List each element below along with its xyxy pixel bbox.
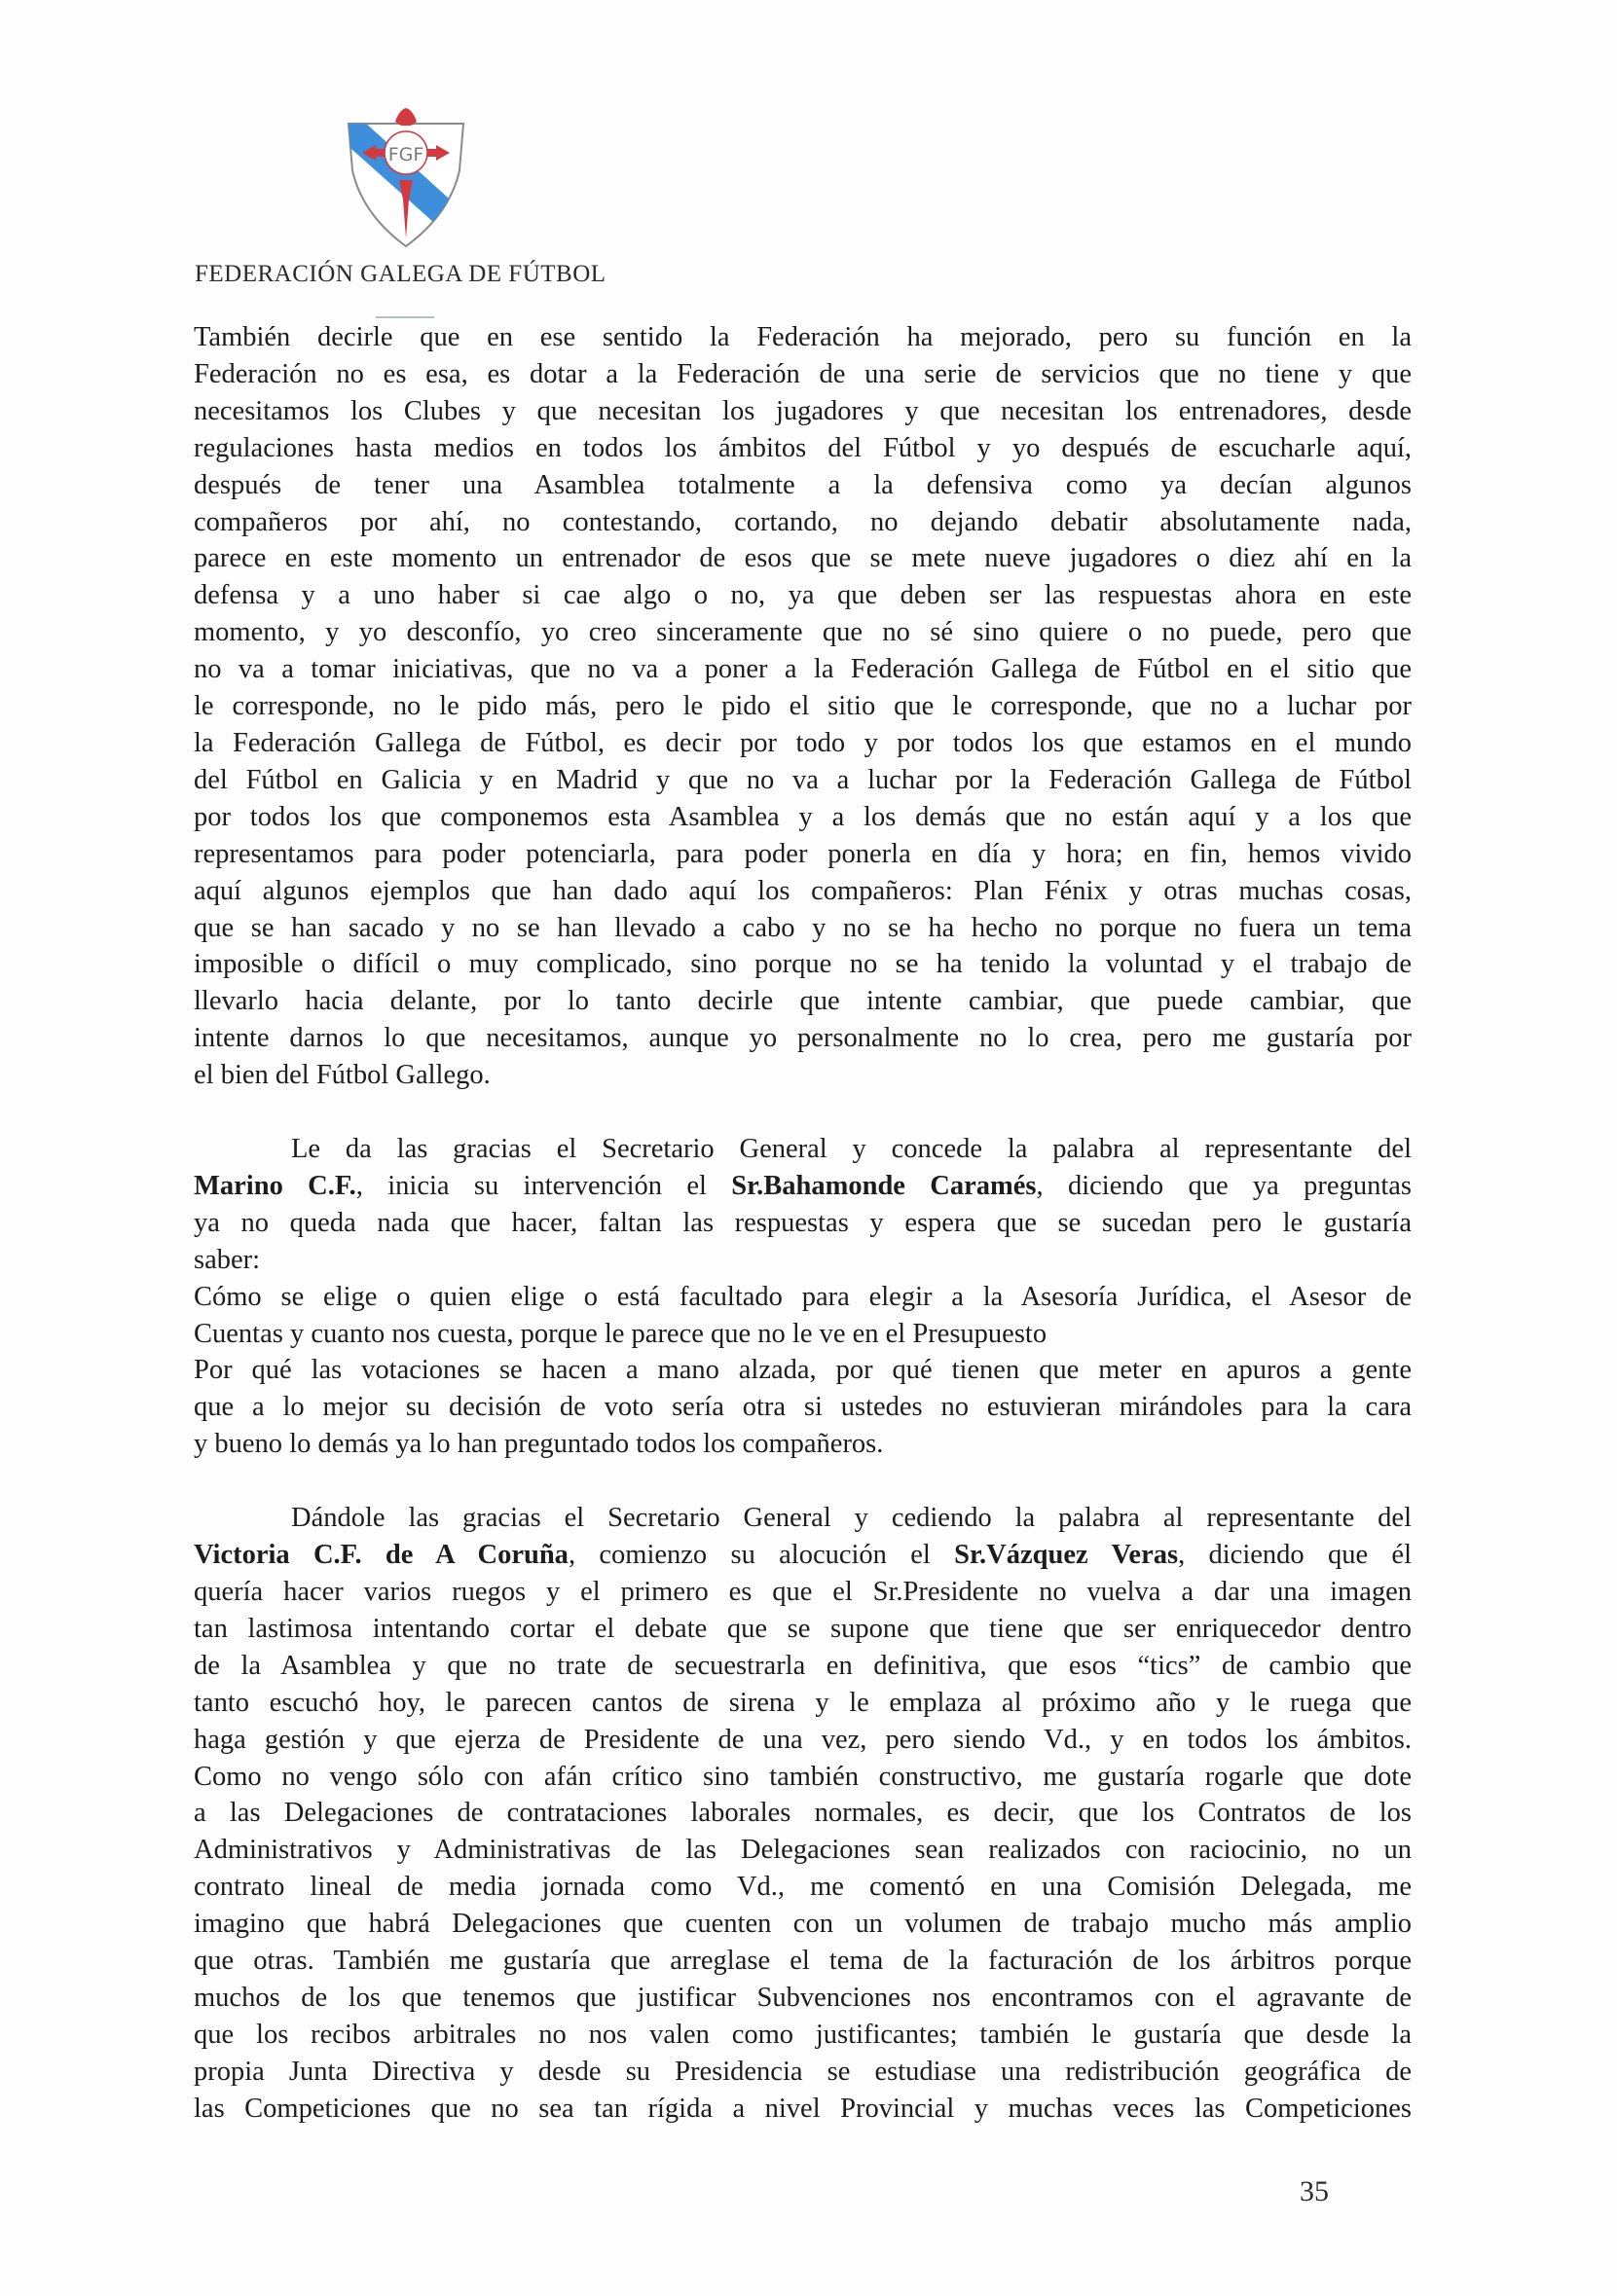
fgf-shield-logo-icon bbox=[343, 102, 469, 248]
text-line: defensa y a uno haber si cae algo o no, ya que deben ser las respuestas ahora en este bbox=[194, 580, 1412, 611]
club-name: Victoria C.F. de A Coruña bbox=[194, 1540, 569, 1571]
text-line: la Federación Gallega de Fútbol, es decir por todo y por todos los que estamos en el mundo bbox=[194, 727, 1412, 758]
speaker-name: Sr.Vázquez Veras bbox=[954, 1540, 1179, 1571]
text-line: Dándole las gracias el Secretario General y cediendo la palabra al representante del bbox=[291, 1503, 1412, 1534]
text-line: que los recibos arbitrales no nos valen como justificantes; también le gustaría que desde la bbox=[194, 2019, 1412, 2050]
text-line: compañeros por ahí, no contestando, cortando, no dejando debatir absolutamente nada, bbox=[194, 506, 1412, 537]
text-line: momento, y yo desconfío, yo creo sinceramente que no sé sino quiere o no puede, pero que bbox=[194, 617, 1412, 648]
text-line: Administrativos y Administrativas de las Delegaciones sean realizados con raciocinio, no un bbox=[194, 1835, 1412, 1866]
speaker-name: Sr.Bahamonde Caramés bbox=[731, 1170, 1037, 1201]
text-line: el bien del Fútbol Gallego. bbox=[194, 1060, 491, 1091]
text-line: Marino C.F., inicia su intervención el Sr.Bahamonde Caramés, diciendo que ya preguntas bbox=[194, 1170, 1412, 1201]
text-line: tanto escuchó hoy, le parecen cantos de sirena y le emplaza al próximo año y le ruega que bbox=[194, 1687, 1412, 1718]
text-line: contrato lineal de media jornada como Vd., me comentó en una Comisión Delegada, me bbox=[194, 1872, 1412, 1903]
document-body bbox=[194, 319, 1412, 2128]
text-line: Por qué las votaciones se hacen a mano alzada, por qué tienen que meter en apuros a gente bbox=[194, 1355, 1412, 1386]
text-line: aquí algunos ejemplos que han dado aquí los compañeros: Plan Fénix y otras muchas cosas, bbox=[194, 875, 1412, 906]
text-line: y bueno lo demás ya lo han preguntado todos los compañeros. bbox=[194, 1429, 884, 1460]
text-line: necesitamos los Clubes y que necesitan los jugadores y que necesitan los entrenadores, desde bbox=[194, 395, 1412, 426]
text-line: representamos para poder potenciarla, para poder ponerla en día y hora; en fin, hemos vivido bbox=[194, 838, 1412, 869]
text-line: intente darnos lo que necesitamos, aunque yo personalmente no lo crea, pero me gustaría por bbox=[194, 1023, 1412, 1054]
text-line: del Fútbol en Galicia y en Madrid y que no va a luchar por la Federación Gallega de Fútbol bbox=[194, 764, 1412, 795]
text-line: quería hacer varios ruegos y el primero es que el Sr.Presidente no vuelva a dar una imagen bbox=[194, 1577, 1412, 1607]
text-line: Federación no es esa, es dotar a la Federación de una serie de servicios que no tiene y que bbox=[194, 358, 1412, 389]
text-line: por todos los que componemos esta Asamblea y a los demás que no están aquí y a los que bbox=[194, 801, 1412, 832]
text-line: imposible o difícil o muy complicado, sino porque no se ha tenido la voluntad y el trabajo de bbox=[194, 949, 1412, 980]
text-line: Cuentas y cuanto nos cuesta, porque le parece que no le ve en el Presupuesto bbox=[194, 1318, 1047, 1349]
paragraph-2 bbox=[194, 1131, 1412, 1463]
text-line: Como no vengo sólo con afán crítico sino también constructivo, me gustaría rogarle que dote bbox=[194, 1761, 1412, 1792]
paragraph-1 bbox=[194, 319, 1412, 1094]
text-line: haga gestión y que ejerza de Presidente de una vez, pero siendo Vd., y en todos los ámbitos. bbox=[194, 1724, 1412, 1755]
text-line: de la Asamblea y que no trate de secuestrarla en definitiva, que esos “tics” de cambio que bbox=[194, 1650, 1412, 1681]
text-line: que a lo mejor su decisión de voto sería otra si ustedes no estuvieran mirándoles para la cara bbox=[194, 1392, 1412, 1423]
club-name: Marino C.F. bbox=[194, 1170, 356, 1201]
text-line: Le da las gracias el Secretario General y concede la palabra al representante del bbox=[291, 1134, 1412, 1165]
text-line: saber: bbox=[194, 1244, 261, 1275]
text-line: tan lastimosa intentando cortar el debate que se supone que tiene que ser enriquecedor dentro bbox=[194, 1613, 1412, 1644]
text-line: También decirle que en ese sentido la Federación ha mejorado, pero su función en la bbox=[194, 322, 1412, 352]
text-line: después de tener una Asamblea totalmente a la defensiva como ya decían algunos bbox=[194, 469, 1412, 500]
text-line: le corresponde, no le pido más, pero le pido el sitio que le corresponde, que no a luchar por bbox=[194, 691, 1412, 722]
text-line: Victoria C.F. de A Coruña, comienzo su alocución el Sr.Vázquez Veras, diciendo que él bbox=[194, 1540, 1412, 1571]
page-number: 35 bbox=[1300, 2175, 1329, 2207]
text-line: parece en este momento un entrenador de esos que se mete nueve jugadores o diez ahí en la bbox=[194, 543, 1412, 574]
text-line: propia Junta Directiva y desde su Presidencia se estudiase una redistribución geográfica de bbox=[194, 2056, 1412, 2087]
text-line: regulaciones hasta medios en todos los ámbitos del Fútbol y yo después de escucharle aquí, bbox=[194, 432, 1412, 463]
header-divider bbox=[376, 316, 434, 318]
organization-name: FEDERACIÓN GALEGA DE FÚTBOL bbox=[195, 261, 606, 287]
logo-initials: FGF bbox=[387, 144, 424, 165]
text-line: que se han sacado y no se han llevado a cabo y no se ha hecho no porque no fuera un tema bbox=[194, 912, 1412, 943]
text-line: ya no queda nada que hacer, faltan las respuestas y espera que se sucedan pero le gustaría bbox=[194, 1207, 1412, 1238]
text-line: muchos de los que tenemos que justificar Subvenciones nos encontramos con el agravante de bbox=[194, 1982, 1412, 2013]
text-line: a las Delegaciones de contrataciones laborales normales, es decir, que los Contratos de los bbox=[194, 1798, 1412, 1829]
paragraph-3 bbox=[194, 1500, 1412, 2127]
text-line: Cómo se elige o quien elige o está facultado para elegir a la Asesoría Jurídica, el Asesor de bbox=[194, 1281, 1412, 1312]
text-line: imagino que habrá Delegaciones que cuenten con un volumen de trabajo mucho más amplio bbox=[194, 1909, 1412, 1940]
text-line: que otras. También me gustaría que arreglase el tema de la facturación de los árbitros porque bbox=[194, 1946, 1412, 1977]
text-line: llevarlo hacia delante, por lo tanto decirle que intente cambiar, que puede cambiar, que bbox=[194, 986, 1412, 1017]
text-line: las Competiciones que no sea tan rígida a nivel Provincial y muchas veces las Competiciones bbox=[194, 2093, 1412, 2124]
text-line: no va a tomar iniciativas, que no va a poner a la Federación Gallega de Fútbol en el sitio que bbox=[194, 654, 1412, 685]
